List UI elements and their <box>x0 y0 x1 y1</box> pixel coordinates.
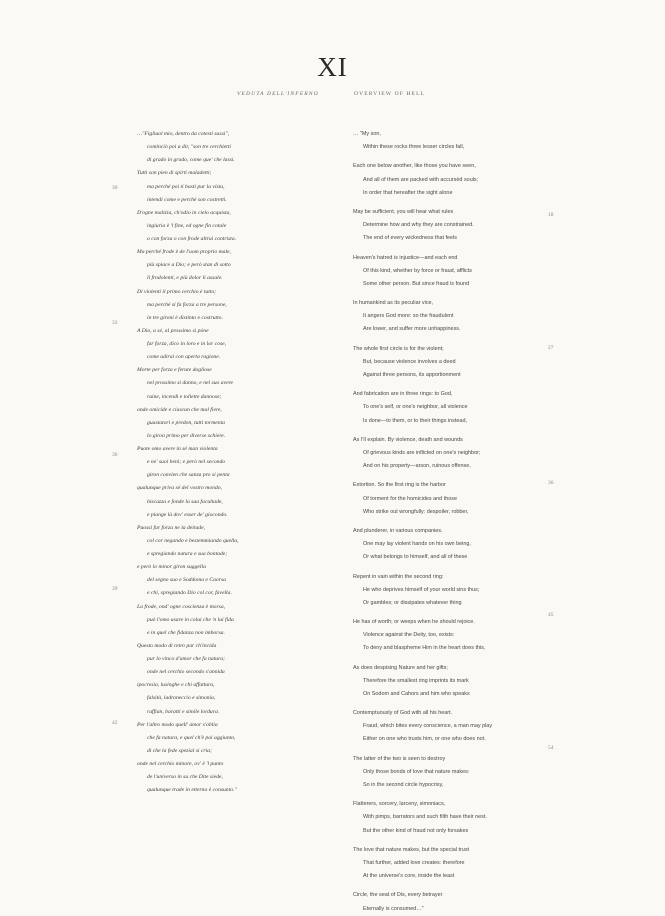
italian-verse-line: e piange là dov' esser de' giocondo. <box>147 511 228 518</box>
english-verse-line: Repent in vain within the second ring: <box>353 573 444 580</box>
italian-verse-line: e spregiando natura e sua bontade; <box>147 551 228 557</box>
italian-verse-line: di che la fede spezial si cria; <box>147 747 212 754</box>
english-verse-line: To deny and blaspheme Him in the heart does this, <box>363 645 486 652</box>
english-stanza <box>353 343 492 382</box>
italian-verse-line: Puossi far forza ne la deitade, <box>137 524 205 531</box>
english-verse-line: Circle, the seat of Dis, every betrayer <box>353 892 443 899</box>
english-verse-line: Therefore the smallest ring imprints its mark <box>363 677 469 684</box>
english-verse-line: Or what belongs to himself, and all of these <box>363 554 468 561</box>
right-line-marker: 54 <box>548 745 554 751</box>
italian-verse-line: e ne' suoi beni; e però nel secondo <box>147 459 226 466</box>
italian-verse-line: D'ogne malizia, ch'odio in cielo acquista, <box>137 209 231 216</box>
english-verse-line: The love that nature makes, but the special trust <box>353 846 470 853</box>
english-verse-line: Violence against the Deity, too, exists: <box>363 632 455 639</box>
left-line-marker: 42 <box>112 720 118 726</box>
italian-verse-line: nel prossimo si danno, e nel suo avere <box>147 380 234 387</box>
english-verse-line: In humankind as its peculiar vice, <box>353 300 434 307</box>
english-verse-line: And plunderer, in various companies. <box>353 527 443 534</box>
english-stanza <box>353 798 492 837</box>
italian-verse-line: come udirai con aperta ragione. <box>147 354 221 361</box>
english-stanza <box>353 160 492 199</box>
italian-verse-line: ma perché si fa forza a tre persone, <box>147 301 227 308</box>
italian-text-column <box>137 128 238 797</box>
italian-verse-line: Per l'altro modo quell' amor s'oblia <box>137 721 218 728</box>
italian-verse-line: ingiuria è 'l fine, ed ogne fin cotale <box>147 222 227 229</box>
english-stanza <box>353 889 492 915</box>
italian-verse-line: ma perché poi ti basti pur la vista, <box>147 183 225 190</box>
english-verse-line: As does despising Nature and her gifts; <box>353 664 448 671</box>
italian-verse-line: o con forza o con frode altrui contrista. <box>147 236 237 242</box>
english-stanza <box>353 753 492 792</box>
italian-verse-line: Morte per forza e ferute dogliose <box>137 367 212 374</box>
italian-verse-line: del segno suo e Soddoma e Caorsa <box>147 577 226 584</box>
english-verse-line: In order that hereafter the sight alone <box>363 189 453 196</box>
english-verse-line: Heaven's hatred is injustice—and each end <box>353 254 458 261</box>
italian-verse-line: che fa natura, e quel ch'è poi aggiunto, <box>147 734 236 741</box>
english-verse-line: Flatterers, sorcery, larceny, simoniacs, <box>353 801 446 808</box>
english-verse-line: Only those bonds of love that nature makes: <box>363 768 470 775</box>
english-heading: OVERVIEW OF HELL <box>354 91 426 97</box>
english-verse-line: With pimps, barrators and such filth have their nest. <box>363 814 487 821</box>
italian-verse-line: ruine, incendi e tollette dannose; <box>147 393 222 400</box>
english-verse-line: Fraud, which bites every conscience, a man may play <box>363 723 493 730</box>
italian-heading: VEDUTA DELL'INFERNO <box>237 91 319 97</box>
english-verse-line: May be sufficient, you will hear what rules <box>353 209 454 215</box>
english-stanza <box>353 479 492 518</box>
italian-verse-line: ipocresia, lusinghe e chi affattura, <box>137 682 215 689</box>
english-stanza <box>353 206 492 245</box>
canto-number: XI <box>317 52 348 82</box>
english-verse-line: Extortion. So the first ring is the harbor <box>353 482 446 489</box>
left-line-marker: 36 <box>112 452 118 458</box>
english-verse-line: And all of them are packed with accursèd souls; <box>363 176 479 183</box>
english-verse-line: But the other kind of fraud not only forsakes <box>363 827 469 834</box>
english-stanza <box>353 662 492 701</box>
italian-verse-line: col cor negando e bestemmiando quella, <box>147 537 239 544</box>
english-verse-line: That further, added love creates: therefore <box>363 860 465 866</box>
italian-verse-line: Ma perché frode è de l'uom proprio male, <box>137 249 231 256</box>
english-verse-line: Against three persons, its apportionment <box>363 371 461 378</box>
italian-verse-line: falsità, ladroneccio e simonia, <box>147 695 216 702</box>
english-verse-line: On Sodom and Cahors and him who speaks <box>363 690 470 697</box>
english-verse-line: Contemptuously of God with all his heart. <box>353 710 453 717</box>
italian-verse-line: intendi come e perché son costretti. <box>147 196 227 203</box>
italian-verse-line: pur lo vinco d'amor che fa natura; <box>147 656 225 662</box>
english-stanza <box>353 128 492 154</box>
english-verse-line: Of this kind, whether by force or fraud, afflicts <box>363 267 472 274</box>
english-stanza <box>353 434 492 473</box>
english-verse-line: But, because violence involves a deed <box>363 358 456 365</box>
italian-verse-line: più spiace a Dio; e però stan di sotto <box>147 262 231 269</box>
english-verse-line: And on his property—arson, ruinous offense, <box>363 463 471 470</box>
left-line-marker: 39 <box>112 586 118 592</box>
italian-verse-line: onde omicide e ciascun che mal fiere, <box>137 406 222 413</box>
english-verse-line: So in the second circle hypocrisy, <box>363 782 444 788</box>
english-verse-line: Each one below another, like those you have seen, <box>353 163 476 170</box>
italian-verse-line: li frodolenti, e più dolor li assale. <box>147 275 223 282</box>
left-line-marker: 30 <box>112 185 118 191</box>
english-text-column <box>353 128 492 916</box>
italian-verse-line: de l'universo in su che Dite siede, <box>147 774 223 781</box>
english-verse-line: It angers God more: so the fraudulent <box>363 313 454 320</box>
english-verse-line: Determine how and why they are constrained. <box>363 222 474 229</box>
italian-verse-line: lo giron primo per diverse schiere. <box>147 432 226 439</box>
english-verse-line: Is done—to them, or to their things instead, <box>363 417 467 424</box>
english-verse-line: At the universe's core, inside the least <box>363 873 455 880</box>
italian-verse-line: di grado in grado, come que' che lassi. <box>147 157 235 164</box>
italian-verse-line: biscazza e fonde la sua facultade, <box>147 498 223 505</box>
english-stanza <box>353 707 492 746</box>
italian-verse-line: qualunque priva sé del vostro mondo, <box>137 485 223 492</box>
italian-verse-line: guastatori e predon, tutti tormenta <box>147 419 225 426</box>
english-verse-line: Within these rocks three lesser circles fall, <box>363 144 465 151</box>
english-stanza <box>353 388 492 427</box>
italian-verse-line: giron convien che sanza pro si penta <box>147 472 230 479</box>
english-verse-line: Eternally is consumed…" <box>363 905 424 912</box>
english-verse-line: Who strike out wrongfully: despoiler, robber, <box>363 508 469 515</box>
english-stanza <box>353 525 492 564</box>
english-stanza <box>353 252 492 291</box>
english-verse-line: The latter of the two is seen to destroy <box>353 755 446 762</box>
english-verse-line: Of grievous kinds are inflicted on one's neighbor; <box>363 449 481 456</box>
italian-verse-line: Questo modo di retro par ch'incida <box>137 642 217 649</box>
right-line-marker: 36 <box>548 480 554 486</box>
english-verse-line: Or gambles; or dissipates whatever thing <box>363 599 462 606</box>
italian-verse-line: in tre gironi è distinto e costrutto. <box>147 314 223 321</box>
right-line-marker: 27 <box>548 345 554 351</box>
italian-verse-line: Tutti son pien di spirti maladetti; <box>137 170 212 177</box>
right-line-marker: 45 <box>548 612 554 618</box>
english-verse-line: And fabrication are in three rings: to God, <box>353 391 453 398</box>
english-stanza <box>353 616 492 655</box>
english-verse-line: Of torment for the homicides and those <box>363 495 457 502</box>
italian-verse-line: e in quel che fidanza non imborsa. <box>147 629 225 636</box>
italian-verse-line: e chi, spregiando Dio col cor, favella. <box>147 590 232 597</box>
italian-verse-line: ruffian, baratti e simile lordura. <box>147 708 220 715</box>
english-verse-line: Either on one who trusts him, or one who does not. <box>363 736 486 743</box>
italian-verse-line: può l'omo usare in colui che 'n lui fida <box>147 616 234 623</box>
italian-verse-line: onde nel cerchio secondo s'annida <box>147 669 225 676</box>
italian-verse-line: Di violenti il primo cerchio è tutto; <box>137 288 217 295</box>
italian-verse-line: cominciò poi a dir, "son tre cerchietti <box>147 144 231 151</box>
english-verse-line: Are lower, and suffer more unhappiness. <box>363 326 461 333</box>
english-verse-line: … "My son, <box>353 131 381 137</box>
italian-verse-line: e però lo minor giron suggella <box>137 564 206 571</box>
english-verse-line: As I'll explain. By violence, death and wounds <box>353 436 463 443</box>
italian-verse-line: …"Figliuol mio, dentro da cotesti sassi", <box>137 131 230 137</box>
italian-verse-line: far forza, dico in loro e in lor cose, <box>147 341 227 347</box>
italian-verse-line: A Dio, a sé, al prossimo si pòne <box>137 327 209 334</box>
english-verse-line: He who deprives himself of your world sins thus; <box>363 586 480 593</box>
english-stanza <box>353 297 492 336</box>
english-verse-line: Some other person. But since fraud is found <box>363 280 470 287</box>
english-stanza <box>353 844 492 883</box>
english-verse-line: He has of worth; or weeps when he should rejoice. <box>353 619 475 626</box>
italian-verse-line: La frode, ond' ogne coscienza è morsa, <box>137 603 226 610</box>
right-line-marker: 18 <box>548 212 554 218</box>
english-verse-line: To one's self, or one's neighbor, all violence <box>363 404 468 411</box>
left-line-marker: 33 <box>112 320 118 326</box>
english-stanza <box>353 571 492 610</box>
italian-verse-line: Puote omo avere in sé man violenta <box>137 446 218 452</box>
english-verse-line: One may lay violent hands on his own being, <box>363 541 471 548</box>
english-verse-line: The whole first circle is for the violent; <box>353 345 444 352</box>
italian-verse-line: onde nel cerchio minore, ov' è 'l punto <box>137 761 224 767</box>
italian-verse-line: qualunque trade in etterno è consunto." <box>147 787 237 794</box>
english-verse-line: The end of every wickedness that feels <box>363 235 457 242</box>
